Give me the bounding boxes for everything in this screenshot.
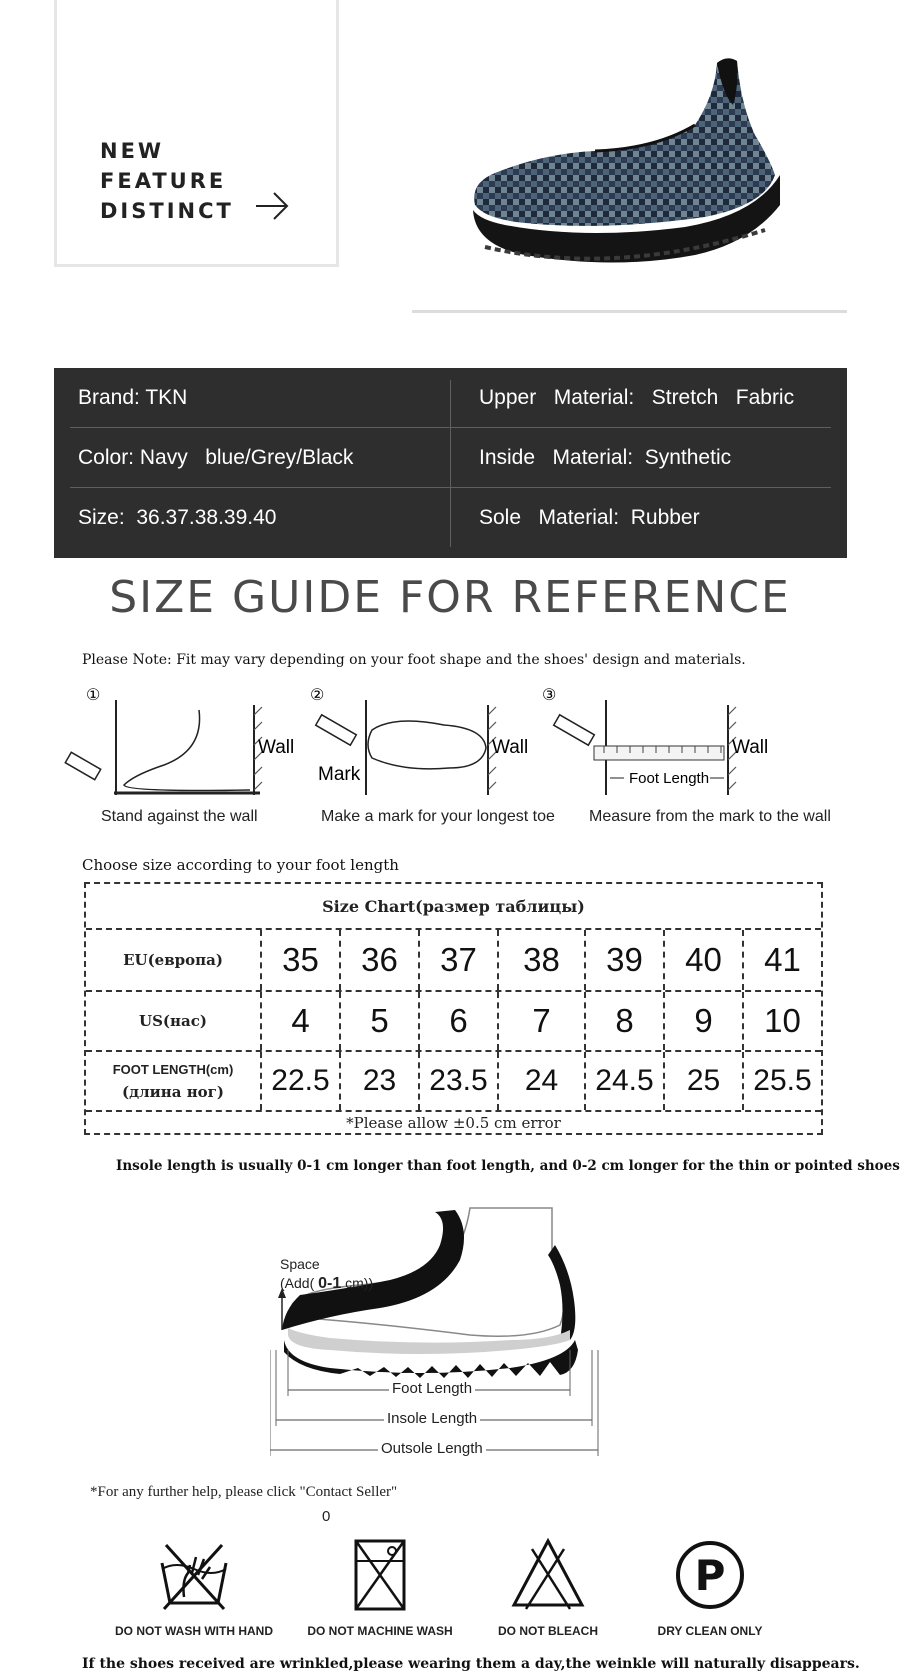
shoe-image bbox=[465, 55, 795, 285]
table-row bbox=[86, 992, 821, 1052]
table-cell: 24 bbox=[499, 1052, 586, 1110]
arrow-right-icon[interactable] bbox=[254, 188, 290, 224]
insole-note: Insole length is usually 0-1 cm longer than foot length, and 0-2 cm longer for the thin or pointed shoes bbox=[116, 1158, 900, 1174]
foot-outline bbox=[124, 710, 250, 790]
pencil-icon bbox=[65, 752, 100, 779]
choose-size-note: Choose size according to your foot length bbox=[82, 856, 399, 874]
table-cell: 10 bbox=[764, 1002, 801, 1039]
foot-outline bbox=[368, 721, 486, 769]
step-number: ③ bbox=[542, 687, 557, 704]
ruler bbox=[594, 746, 724, 760]
table-cell: 9 bbox=[665, 992, 744, 1050]
us-label: US(нас) bbox=[86, 992, 262, 1050]
stray-zero: 0 bbox=[322, 1508, 331, 1525]
table-row bbox=[86, 930, 821, 992]
foot-length-label-line: (длина ног) bbox=[121, 1083, 224, 1101]
table-cell: 4 bbox=[262, 992, 341, 1050]
contact-seller-note[interactable]: *For any further help, please click "Contact Seller" bbox=[90, 1484, 398, 1500]
svg-text:P: P bbox=[694, 1551, 726, 1600]
table-cell: 41 bbox=[764, 941, 801, 978]
size-chart-title: Size Chart(размер таблицы) bbox=[86, 884, 821, 930]
table-cell: 36 bbox=[341, 930, 420, 990]
space-add-label bbox=[280, 1275, 373, 1293]
space-add-value: 0-1 bbox=[318, 1275, 342, 1292]
spec-sole-material: Sole Material: Rubber bbox=[479, 506, 700, 529]
step-number: ① bbox=[86, 687, 101, 704]
step-number: ② bbox=[310, 687, 325, 704]
no-machine-wash-icon bbox=[340, 1535, 420, 1615]
hero-line-1: NEW bbox=[100, 139, 165, 163]
eu-label: EU(европа) bbox=[86, 930, 262, 990]
hero-text bbox=[100, 136, 234, 226]
table-cell: 25 bbox=[665, 1052, 744, 1110]
care-label: DO NOT MACHINE WASH bbox=[307, 1624, 453, 1638]
step-caption: Measure from the mark to the wall bbox=[589, 808, 831, 825]
spec-size: Size: 36.37.38.39.40 bbox=[78, 506, 277, 529]
spec-color: Color: Navy blue/Grey/Black bbox=[78, 446, 354, 469]
foot-length-diagram-label: Foot Length bbox=[389, 1380, 475, 1397]
table-cell: 6 bbox=[420, 992, 499, 1050]
wall-label: Wall bbox=[258, 737, 295, 758]
spec-upper-material: Upper Material: Stretch Fabric bbox=[479, 386, 795, 409]
no-hand-wash-icon bbox=[154, 1535, 234, 1615]
table-row bbox=[86, 1052, 821, 1112]
table-cell: 23.5 bbox=[420, 1052, 499, 1110]
care-label: DO NOT BLEACH bbox=[498, 1624, 598, 1638]
table-cell: 5 bbox=[341, 992, 420, 1050]
space-add-prefix: (Add( bbox=[280, 1275, 315, 1291]
table-cell: 37 bbox=[420, 930, 499, 990]
hero-feature-box bbox=[54, 0, 339, 267]
hero-divider bbox=[412, 310, 847, 313]
hero-line-3: DISTINCT bbox=[100, 199, 234, 223]
fit-note: Please Note: Fit may vary depending on your foot shape and the shoes' design and materials. bbox=[82, 652, 746, 668]
table-cell: 23 bbox=[341, 1052, 420, 1110]
size-guide-title: SIZE GUIDE FOR REFERENCE bbox=[109, 572, 791, 623]
measurement-steps bbox=[54, 680, 854, 800]
foot-length-label-line: FOOT LENGTH(cm) bbox=[112, 1062, 234, 1077]
insole-length-label: Insole Length bbox=[384, 1410, 480, 1427]
wall-label: Wall bbox=[492, 737, 529, 758]
foot-length-label: Foot Length bbox=[629, 770, 710, 787]
care-label: DRY CLEAN ONLY bbox=[657, 1624, 763, 1638]
step-caption: Stand against the wall bbox=[101, 808, 258, 825]
table-cell: 39 bbox=[586, 930, 665, 990]
dry-clean-only-icon bbox=[670, 1535, 750, 1615]
space-add-unit: cm)) bbox=[345, 1275, 374, 1291]
wall-label: Wall bbox=[732, 737, 769, 758]
spec-brand: Brand: TKN bbox=[78, 386, 188, 409]
step-caption: Make a mark for your longest toe bbox=[321, 808, 555, 825]
table-cell: 40 bbox=[665, 930, 744, 990]
space-label: Space bbox=[280, 1256, 320, 1272]
table-cell: 24.5 bbox=[586, 1052, 665, 1110]
no-bleach-icon bbox=[508, 1535, 588, 1615]
table-cell: 25.5 bbox=[753, 1064, 812, 1097]
mark-label: Mark bbox=[318, 764, 361, 785]
table-cell: 38 bbox=[499, 930, 586, 990]
table-cell: 35 bbox=[262, 930, 341, 990]
table-cell: 7 bbox=[499, 992, 586, 1050]
spec-inside-material: Inside Material: Synthetic bbox=[479, 446, 732, 469]
outsole-length-label: Outsole Length bbox=[378, 1440, 486, 1457]
foot-length-label bbox=[86, 1052, 262, 1110]
size-chart-table bbox=[84, 882, 823, 1135]
pencil-icon bbox=[316, 715, 357, 745]
care-label: DO NOT WASH WITH HAND bbox=[115, 1624, 273, 1638]
spec-divider bbox=[450, 380, 451, 547]
wrinkle-note: If the shoes received are wrinkled,please wearing them a day,the weinkle will naturally disappears. bbox=[82, 1656, 860, 1672]
table-cell: 8 bbox=[586, 992, 665, 1050]
table-cell: 22.5 bbox=[262, 1052, 341, 1110]
spec-table bbox=[54, 368, 847, 558]
hero-line-2: FEATURE bbox=[100, 169, 227, 193]
size-chart-footnote: *Please allow ±0.5 cm error bbox=[346, 1114, 561, 1132]
pencil-icon bbox=[554, 715, 595, 745]
